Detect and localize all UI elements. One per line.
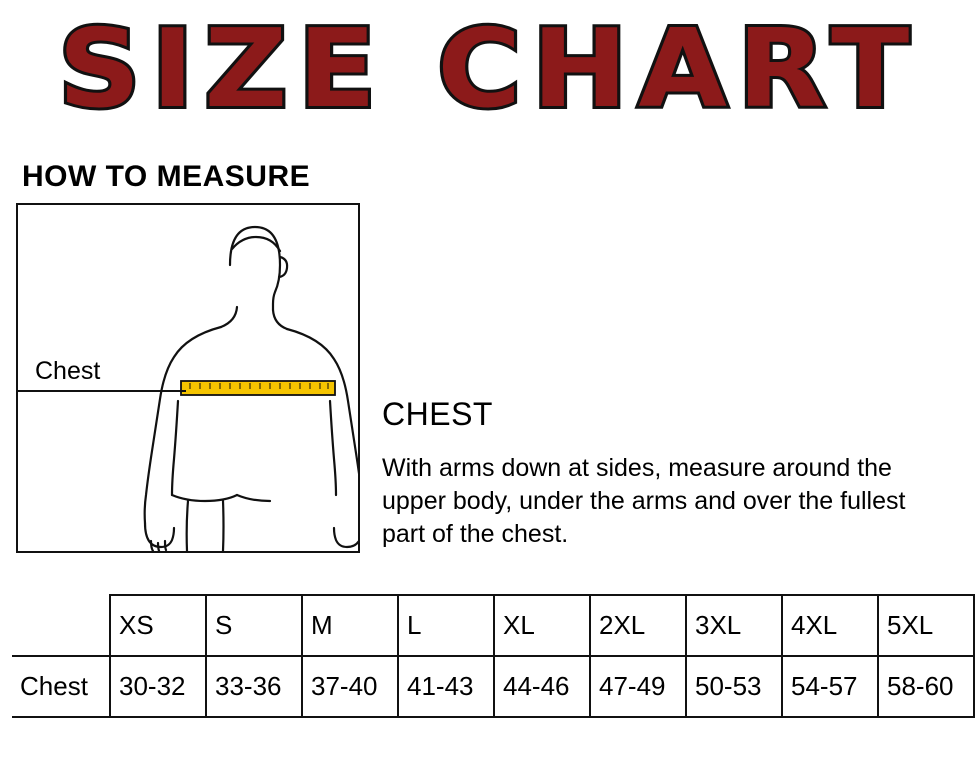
table-cell-chest-m: 37-40	[302, 656, 398, 717]
table-header-xl: XL	[494, 595, 590, 656]
table-header-3xl: 3XL	[686, 595, 782, 656]
table-header-l: L	[398, 595, 494, 656]
chest-callout-label: Chest	[35, 357, 101, 385]
table-header-5xl: 5XL	[878, 595, 974, 656]
description-body: With arms down at sides, measure around the upper body, under the arms and over the fullest part of the chest.	[382, 454, 906, 548]
table-cell-chest-3xl: 50-53	[686, 656, 782, 717]
size-table	[12, 594, 975, 718]
table-header-4xl: 4XL	[782, 595, 878, 656]
table-cell-chest-4xl: 54-57	[782, 656, 878, 717]
table-cell-chest-2xl: 47-49	[590, 656, 686, 717]
table-corner-cell	[12, 595, 110, 656]
table-header-2xl: 2XL	[590, 595, 686, 656]
table-cell-chest-xs: 30-32	[110, 656, 206, 717]
description-heading: CHEST	[382, 396, 493, 432]
table-row-headers	[12, 595, 974, 656]
how-to-measure-heading: HOW TO MEASURE	[22, 160, 311, 193]
page-title: SIZE CHART	[58, 7, 920, 132]
tape-measure-icon	[181, 362, 335, 400]
table-header-xs: XS	[110, 595, 206, 656]
table-cell-chest-xl: 44-46	[494, 656, 590, 717]
table-row	[12, 656, 974, 717]
table-cell-chest-l: 41-43	[398, 656, 494, 717]
table-row-label-chest: Chest	[12, 656, 110, 717]
table-header-m: M	[302, 595, 398, 656]
table-header-s: S	[206, 595, 302, 656]
table-cell-chest-s: 33-36	[206, 656, 302, 717]
table-cell-chest-5xl: 58-60	[878, 656, 974, 717]
